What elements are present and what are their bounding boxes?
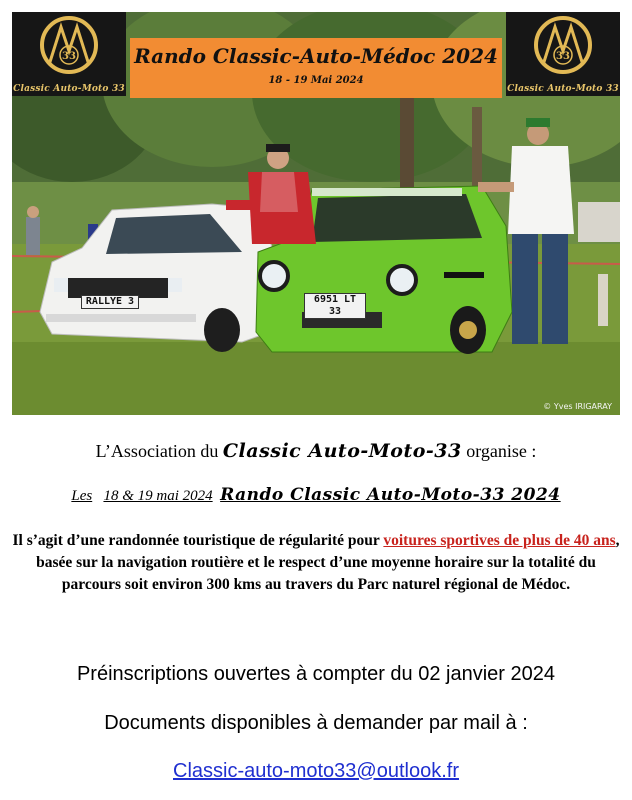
svg-text:33: 33 (556, 51, 570, 62)
association-name: Classic Auto-Moto-33 (222, 440, 462, 462)
event-dates: 18 & 19 mai 2024 (103, 488, 213, 504)
preregistration-text: Préinscriptions ouvertes à compter du 02 janvier 2024 (76, 663, 556, 685)
title-banner (130, 38, 502, 98)
event-line (0, 485, 632, 505)
green-car-plate: 6951 LT 33 (304, 293, 366, 319)
description-highlight: voitures sportives de plus de 40 ans (383, 532, 616, 549)
photo-credit: © Yves IRIGARAY (543, 402, 612, 411)
club-logo-right (506, 12, 620, 96)
email-link[interactable]: Classic-auto-moto33@outlook.fr (173, 760, 459, 782)
description-part1: Il s’agit d’une randonnée touristique de régularité pour (12, 532, 384, 549)
intro-before: L’Association du (95, 441, 223, 461)
white-car-plate: RALLYE 3 (81, 295, 139, 309)
intro-after: organise : (461, 441, 537, 461)
logo-caption-right: Classic Auto-Moto 33 (507, 84, 619, 94)
svg-text:33: 33 (62, 51, 76, 62)
event-les: Les (71, 488, 93, 504)
logo-caption-left: Classic Auto-Moto 33 (13, 84, 125, 94)
intro-line (0, 440, 632, 462)
email-line (0, 760, 632, 783)
classic-auto-moto-33-logo-icon (533, 15, 593, 77)
event-title: Rando Classic Auto-Moto-33 2024 (220, 485, 561, 505)
banner-title: Rando Classic-Auto-Médoc 2024 (134, 44, 498, 68)
banner-date: 18 - 19 Mai 2024 (268, 75, 364, 86)
documents-text: Documents disponibles à demander par mail à : (104, 712, 528, 734)
club-logo-left (12, 12, 126, 96)
classic-auto-moto-33-logo-icon (39, 15, 99, 77)
event-description (10, 530, 622, 596)
description-part2: , basée sur la navigation routière et le respect d’une moyenne horaire sur la totalité du parcours soit environ 300 kms au travers du Parc naturel régional de Médoc. (36, 532, 620, 593)
event-photo (12, 12, 620, 415)
